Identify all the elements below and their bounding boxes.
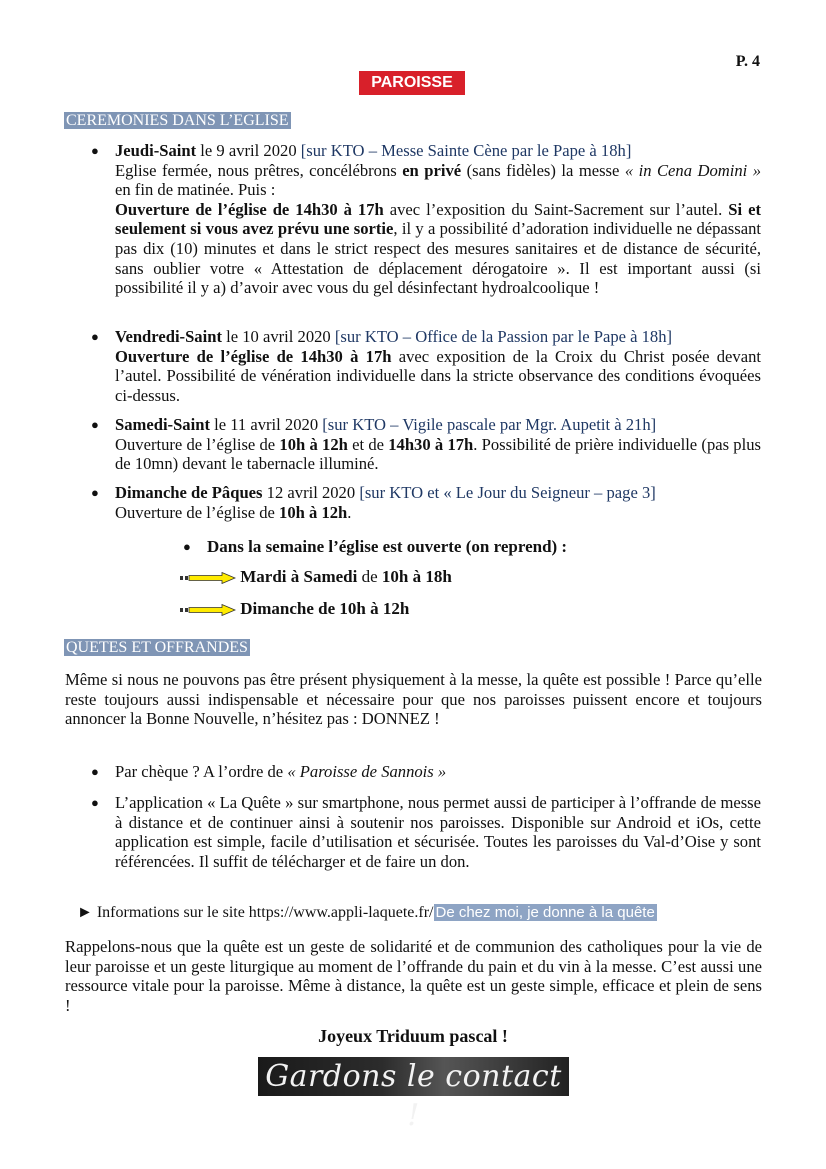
kto-note: [sur KTO – Office de la Passion par le Pape à 18h]	[334, 327, 673, 346]
section-heading-ceremonies: CEREMONIES DANS L’EGLISE	[66, 112, 289, 129]
section-heading-quetes: QUETES ET OFFRANDES	[66, 639, 248, 656]
item-dimanche-paques: ● Dimanche de Pâques 12 avril 2020 [sur KTO et « Le Jour du Seigneur – page 3] Ouverture de l’église de 10h à 12h.	[91, 483, 656, 522]
info-line: ► Informations sur le site https://www.appli-laquete.fr/ De chez moi, je donne à la quête	[77, 904, 655, 921]
triduum-wish: Joyeux Triduum pascal !	[318, 1026, 508, 1046]
week-line-mardi-samedi: Mardi à Samedi de 10h à 18h	[180, 567, 452, 587]
bullet-icon: ●	[91, 795, 99, 810]
item-cheque: ● Par chèque ? A l’ordre de « Paroisse de Sannois »	[91, 762, 447, 781]
info-link[interactable]: De chez moi, je donne à la quête	[435, 904, 655, 921]
arrow-right-icon	[180, 604, 236, 616]
week-line-dimanche: Dimanche de 10h à 12h	[180, 599, 409, 619]
quetes-intro: Même si nous ne pouvons pas être présent physiquement à la messe, la quête est possible ! Parce qu’elle reste toujours aussi indispensable et nécessaire pour que nos paroisses puissent encore et toujours annoncer la Bonne Nouvelle, n’hésitez pas : DONNEZ !	[65, 670, 762, 729]
bullet-icon: ●	[91, 143, 99, 158]
page-number: P. 4	[735, 53, 760, 70]
bullet-icon: ●	[91, 329, 99, 344]
paroisse-badge: PAROISSE	[359, 71, 465, 95]
item-application: ● L’application « La Quête » sur smartphone, nous permet aussi de participer à l’offrande de messe à distance et de continuer ainsi à soutenir nos paroisses. Disponible sur Android et iOs, cette application est simple, facile d’utilisation et sécurisée. Toutes les paroisses du Val-d’Oise y sont référencées. Il suffit de télécharger et de faire un don.	[91, 793, 761, 871]
bullet-icon: ●	[183, 539, 191, 554]
item-vendredi-saint: ● Vendredi-Saint le 10 avril 2020 [sur KTO – Office de la Passion par le Pape à 18h] Ouverture de l’église de 14h30 à 17h avec exposition de la Croix du Christ posée devant l’autel. Possibilité de vénération individuelle dans la stricte observance des conditions évoquées ci-dessus.	[91, 327, 761, 405]
item-jeudi-saint: ● Jeudi-Saint le 9 avril 2020 [sur KTO – Messe Sainte Cène par le Pape à 18h] Eglise fermée, nous prêtres, concélébrons en privé (sans fidèles) la messe « in Cena Domini » en fin de matinée. Puis : Ouverture de l’église de 14h30 à 17h avec l’exposition du Saint-Sacrement sur l’autel. Si et seulement si vous avez prévu une sortie, il y a possibilité d’adoration individuelle ne dépassant pas dix (10) minutes et dans le strict respect des mesures sanitaires et de distance de sécurité, sans oublier votre « Attestation de déplacement dérogatoire ». Il est important aussi (si possibilité il y a) d’avoir avec vous du gel désinfectant hydroalcoolique !	[91, 141, 762, 298]
arrow-right-icon	[180, 572, 236, 584]
bullet-icon: ●	[91, 417, 99, 432]
item-samedi-saint: ● Samedi-Saint le 11 avril 2020 [sur KTO – Vigile pascale par Mgr. Aupetit à 21h] Ouverture de l’église de 10h à 12h et de 14h30 à 17h. Possibilité de prière individuelle (pas plus de 10mn) devant le tabernacle illuminé.	[91, 415, 761, 474]
contact-banner-text: Gardons le contact !	[265, 1059, 562, 1133]
kto-note: [sur KTO et « Le Jour du Seigneur – page 3]	[359, 483, 656, 502]
bullet-icon: ●	[91, 764, 99, 779]
kto-note: [sur KTO – Messe Sainte Cène par le Pape à 18h]	[300, 141, 632, 160]
kto-note: [sur KTO – Vigile pascale par Mgr. Aupetit à 21h]	[322, 415, 657, 434]
week-opening-title: ● Dans la semaine l’église est ouverte (on reprend) :	[183, 537, 568, 556]
bullet-icon: ●	[91, 485, 99, 500]
quetes-closing: Rappelons-nous que la quête est un geste de solidarité et de communion des catholiques pour la vie de leur paroisse et un geste liturgique au moment de l’offrande du pain et du vin à la messe. C’est aussi une ressource vitale pour la paroisse. Même à distance, la quête est un geste simple, efficace et plein de sens !	[65, 937, 762, 1015]
